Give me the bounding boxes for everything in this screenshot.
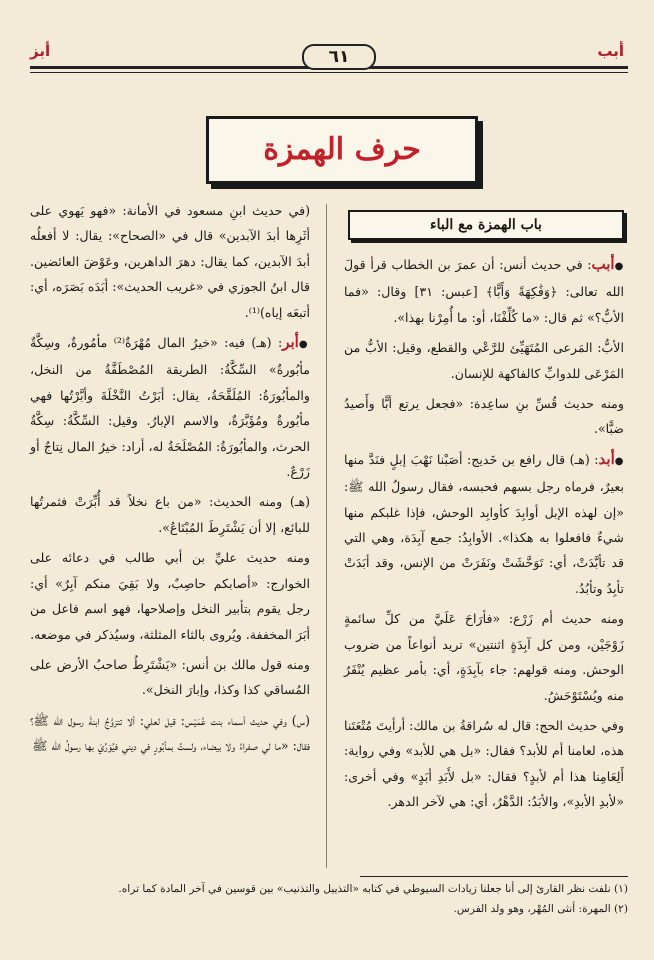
entry-abad-p2: ومنه حديث أم زَرْع: «فأرَاحَ عَلَيَّ من كلِّ سائمةٍ زَوْجَيْن، ومن كل آبِدَةٍ اثنتين» تريد أنواعاً من ضروب الوحش. ومنه قولهم: جاء بآبِدَةٍ، أي: بأمر عظيم يُنْفَرُ منه ويُسْتَوْحَشُ. bbox=[344, 611, 624, 703]
entry-abab-p1 bbox=[344, 252, 624, 330]
bullet-icon: ● bbox=[298, 339, 310, 351]
entry-text: : (هـ) فيه: «خيرُ المال مُهْرَةٌ⁽²⁾ مأمُورةٌ، وسِكَّةٌ مأبُورةٌ» السِّكَّةُ: الطريقة المُصْطَفَّةُ من النخل، والمأبُورَةُ: المُلَقَّحَةُ، يقال: أبَرْتُ النَّخْلَةَ وأبَّرْتُها فهي مأبُورةٌ ومُؤَبَّرَةٌ، والاسم الإبارُ. وقيل: السِّكَّةُ: سِكَّةُ الحرث، والمأبُورَةُ: المُصْلَحَةُ له، أراد: خيرُ المال نِتاجٌ أو زَرْعٌ. bbox=[30, 335, 310, 480]
headword-abad: أبد bbox=[598, 449, 615, 468]
right-column bbox=[344, 198, 624, 820]
footnote-rule bbox=[360, 876, 628, 877]
entry-abar-p5: (س) وفي حديث أسماء بنت عُمَيْس: قيل لعلي: ألا تتزوَّجُ ابنةَ رسول الله ﷺ؟ فقال: «ما لي صفراءُ ولا بيضاء، ولستُ بمأبُورٍ في ديني فيُوَرِّيَ بها رسولُ الله ﷺ bbox=[30, 712, 310, 754]
entry-abar-p3: ومنه حديث عليِّ بن أبي طالب في دعائه على الخوارج: «أصابكم حاصِبٌ، ولا بَقِيَ منكم آبِرٌ» أي: رجل يقوم بتأبير النخل وإصلاحها، فهو اسم فاعل من أبَرَ المخففة. ويُروى بالثاء المثلثة، وسيُذكر في موضعه. bbox=[30, 550, 310, 642]
footnote-1: (١) نلفت نظر القارئ إلى أنا جعلنا زيادات السيوطي في كتابه «التذييل والتذنيب» بين قوسين في آخر المادة كما تراه. bbox=[118, 883, 628, 895]
entry-abar-p1 bbox=[30, 330, 310, 484]
header-rule-thin bbox=[30, 72, 628, 73]
entry-abar-p2: (هـ) ومنه الحديث: «من باع نخلاً قد أُبِّرَتْ فثمرتُها للبائع، إلا أن يَشْتَرِطَ المُبْتَاعُ». bbox=[30, 494, 310, 535]
bullet-icon: ● bbox=[614, 455, 624, 467]
entry-text: : (هـ) قال رافع بن خَديج: أصَبْنا نَهْبَ إبلٍ فنَدَّ منها بعيرٌ، فرماه رجل بسهم فحبسه، فقال رسولُ الله ﷺ: «إن لهذه الإبل أوابِدَ كأوابِد الوحش، فإذا غلبكم منها شيءٌ فافعلوا به هكذا». الأوابِدُ: جمع آبِدَة، وهي التي قد تأبَّدَتْ، أي: تَوَحَّشَتْ ونَفَرَتْ من الإنس، وقد أبَدَتْ تأبِدُ وتأبُدُ. bbox=[344, 451, 624, 596]
running-head-right: أبب bbox=[597, 42, 624, 60]
column-divider bbox=[326, 204, 327, 868]
section-title: باب الهمزة مع الباء bbox=[348, 210, 624, 240]
suyuti-addition: (في حديث ابنِ مسعود في الأمانة: «فهو يَهوي على أثَرِها أبدَ الآبدين» قال في «الصحاح»: يقال: لا أفعلُه أبدَ الآبدين، كما يقال: دهرَ الداهرين، وعَوْضَ العائضين. قال ابنُ الجوزي في «غريب الحديث»: أبَدَه بَصَرَه، أي: أتبعَه إياه)⁽¹⁾. bbox=[30, 203, 310, 320]
entry-text: : في حديث أنس: أن عمرَ بن الخطاب قرأ قولَ الله تعالى: ﴿وَفَٰكِهَةً وَأَبًّا﴾ [عبس: ٣١] وقال: «فما الأبُّ؟» ثم قال: «ما كُلِّفْنَا، أو: ما أُمِرْنا بهذا». bbox=[344, 257, 624, 325]
footnote-2: (٢) المهرة: أنثى المُهْر، وهو ولد الفرس. bbox=[453, 903, 628, 915]
headword-abab: أبب bbox=[591, 255, 615, 273]
entry-abab-p2: الأبُّ: المَرعى المُتَهَيِّئ للرَّعْي والقطع، وقيل: الأبُّ من المَرْعَى للدوابِّ كالفاكهة للإنسان. bbox=[344, 340, 624, 381]
entry-abad-p3: وفي حديث الحج: قال له سُراقةُ بن مالك: أرأيتَ مُتْعَتَنا هذه، لعامنا أم للأبد؟ فقال: «بل هي للأبد» وفي رواية: أَلِعَامِنا هذا أم لأبدٍ؟ فقال: «بل لأَبَدِ أبَدٍ» وفي أخرى: «لأبدِ الأبدِ»، والأبَدُ: الدَّهْرُ، أي: هي لآخر الدهر. bbox=[344, 717, 624, 810]
left-column bbox=[30, 198, 310, 764]
headword-abar: أبر bbox=[282, 333, 299, 352]
page-number: ٦١ bbox=[302, 44, 376, 70]
chapter-title: حرف الهمزة bbox=[206, 116, 478, 184]
entry-abad-p1 bbox=[344, 447, 624, 601]
bullet-icon: ● bbox=[614, 261, 624, 272]
entry-abab-p3 bbox=[344, 391, 624, 442]
running-head-left: أبز bbox=[30, 42, 51, 60]
entry-text: ومنه حديث قُسِّ بنِ ساعِدة: «فجعل يرتع أبًّا وأَصيدُ ضبًّا». bbox=[344, 396, 624, 437]
entry-abar-p4: ومنه قول مالك بن أنس: «يَشْتَرِطُ صاحبُ الأرض على المُساقي كذا وكذا، وإبارَ النخل». bbox=[30, 656, 310, 698]
